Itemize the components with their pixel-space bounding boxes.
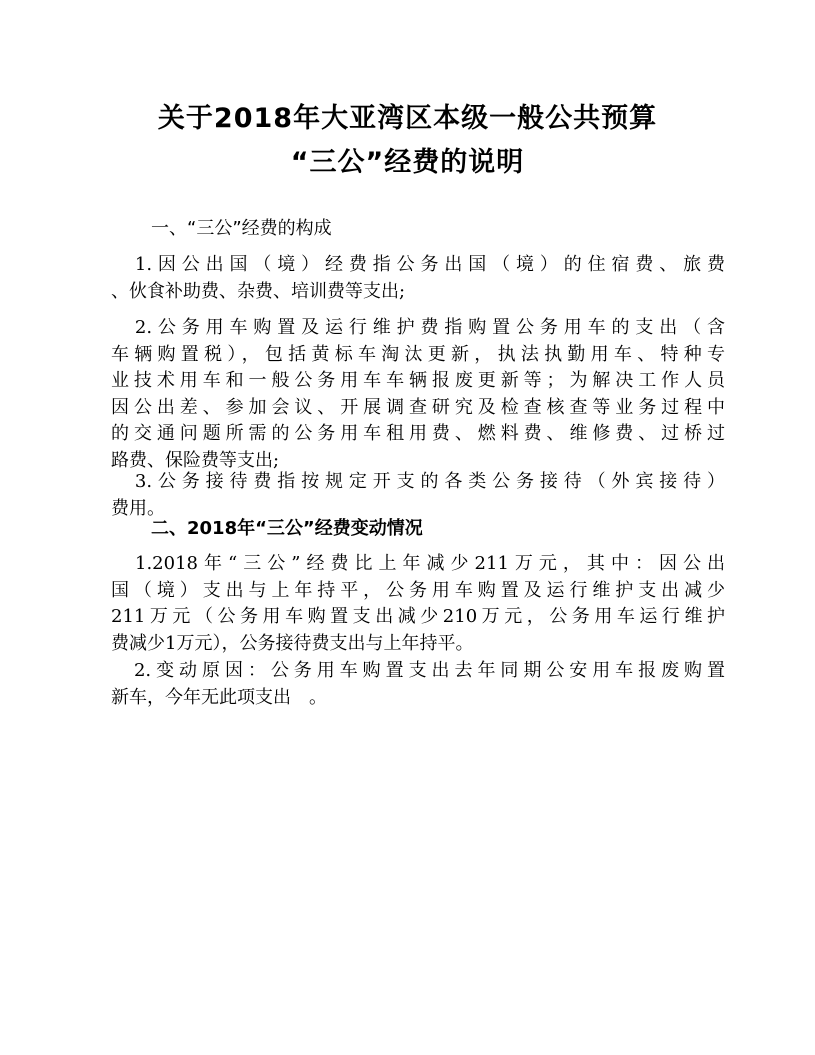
section1-paragraph-1 — [111, 252, 725, 305]
paragraph-line: 2.公务用车购置及运行维护费指购置公务用车的支出（含 — [111, 317, 725, 338]
paragraph-line: 211万元（公务用车购置支出减少210万元，公务用车运行维护 — [111, 606, 725, 627]
paragraph-line: 路费、保险费等支出; — [111, 449, 280, 471]
paragraph-line: 新车，今年无此项支出 。 — [111, 686, 327, 708]
section1-paragraph-3 — [111, 469, 725, 522]
paragraph-line: 的交通问题所需的公务用车租用费、燃料费、维修费、过桥过 — [111, 423, 725, 444]
section2-heading: 二、2018年“三公”经费变动情况 — [151, 518, 423, 539]
section2-paragraph-2 — [111, 658, 725, 711]
paragraph-line: 因公出差、参加会议、开展调查研究及检查核查等业务过程中 — [111, 396, 725, 418]
paragraph-line: 1.2018年“三公”经费比上年减少211万元，其中：因公出 — [111, 553, 725, 574]
document-title-line2: “三公”经费的说明 — [290, 147, 525, 178]
paragraph-line: 2.变动原因：公务用车购置支出去年同期公安用车报废购置 — [111, 660, 725, 681]
paragraph-line: 费减少1万元），公务接待费支出与上年持平。 — [111, 632, 474, 654]
section1-heading: 一、“三公”经费的构成 — [151, 218, 332, 239]
paragraph-line: 1.因公出国（境）经费指公务出国（境）的住宿费、旅费 — [111, 254, 725, 275]
section1-paragraph-2 — [111, 315, 725, 474]
paragraph-line: 车辆购置税），包括黄标车淘汰更新，执法执勤用车、特种专 — [111, 343, 725, 365]
paragraph-line: 3.公务接待费指按规定开支的各类公务接待（外宾接待） — [111, 471, 725, 492]
paragraph-line: 、伙食补助费、杂费、培训费等支出; — [111, 280, 406, 302]
section2-paragraph-1 — [111, 551, 725, 657]
paragraph-line: 费用。 — [111, 497, 165, 519]
document-title-line1: 关于2018年大亚湾区本级一般公共预算 — [157, 103, 658, 134]
paragraph-line: 国（境）支出与上年持平，公务用车购置及运行维护支出减少 — [111, 579, 725, 601]
paragraph-line: 业技术用车和一般公务用车车辆报废更新等；为解决工作人员 — [111, 370, 725, 391]
